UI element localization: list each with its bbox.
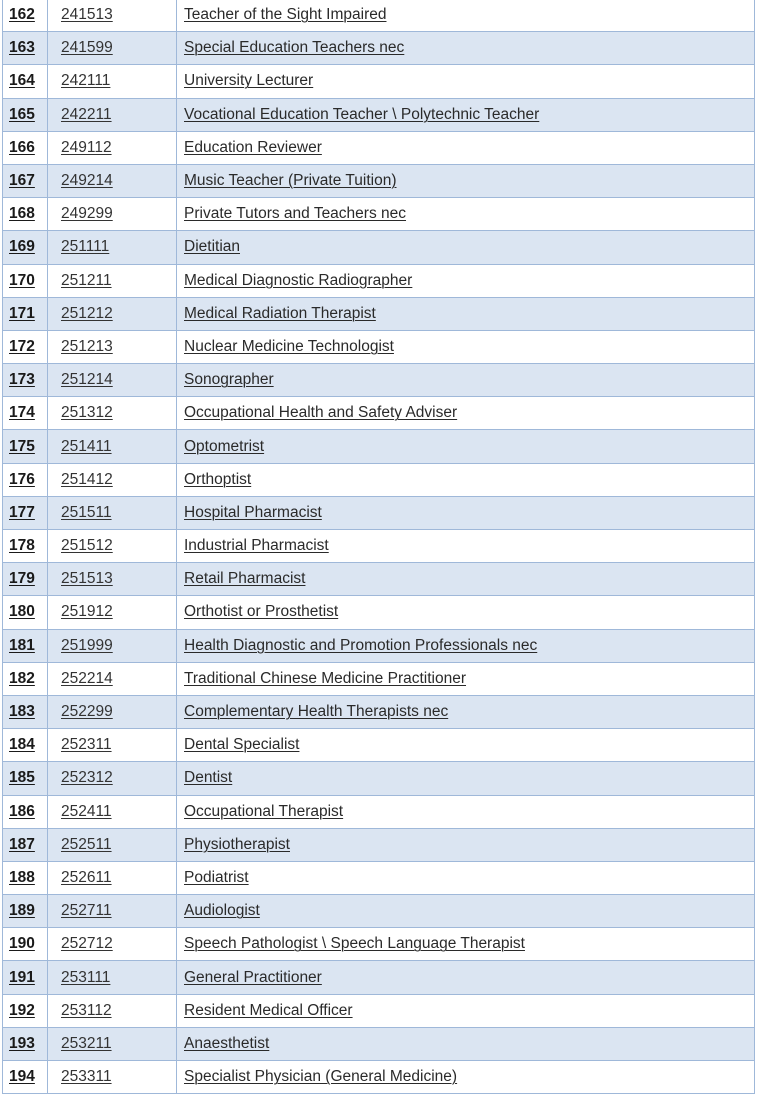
occupation-code: 251111 (48, 231, 177, 264)
table-row (3, 762, 755, 795)
row-number: 184 (3, 729, 48, 762)
row-number: 181 (3, 629, 48, 662)
row-number: 162 (3, 0, 48, 32)
occupation-code: 252214 (48, 662, 177, 695)
table-row (3, 828, 755, 861)
row-number: 167 (3, 164, 48, 197)
occupation-name: Anaesthetist (177, 1027, 755, 1060)
row-number: 177 (3, 496, 48, 529)
occupation-name: Hospital Pharmacist (177, 496, 755, 529)
row-number: 178 (3, 530, 48, 563)
occupation-name: Health Diagnostic and Promotion Professionals nec (177, 629, 755, 662)
occupation-code: 251213 (48, 330, 177, 363)
occupation-name: Complementary Health Therapists nec (177, 695, 755, 728)
occupation-code: 252611 (48, 861, 177, 894)
occupation-code: 251412 (48, 463, 177, 496)
occupation-code: 251511 (48, 496, 177, 529)
occupation-name: Orthotist or Prosthetist (177, 596, 755, 629)
occupation-code: 252311 (48, 729, 177, 762)
row-number: 179 (3, 563, 48, 596)
row-number: 186 (3, 795, 48, 828)
occupation-name: Occupational Health and Safety Adviser (177, 397, 755, 430)
table-row (3, 530, 755, 563)
occupation-name: Vocational Education Teacher \ Polytechnic Teacher (177, 98, 755, 131)
occupation-code: 249112 (48, 131, 177, 164)
table-row (3, 961, 755, 994)
table-row (3, 264, 755, 297)
occupation-name: Private Tutors and Teachers nec (177, 198, 755, 231)
occupation-name: Resident Medical Officer (177, 994, 755, 1027)
occupation-name: Speech Pathologist \ Speech Language Therapist (177, 928, 755, 961)
occupation-name: Dentist (177, 762, 755, 795)
row-number: 189 (3, 895, 48, 928)
table-row (3, 795, 755, 828)
row-number: 194 (3, 1061, 48, 1094)
occupation-code: 242111 (48, 65, 177, 98)
occupation-code: 253311 (48, 1061, 177, 1094)
row-number: 176 (3, 463, 48, 496)
occupation-code: 252299 (48, 695, 177, 728)
occupation-code: 252312 (48, 762, 177, 795)
table-row (3, 0, 755, 32)
row-number: 171 (3, 297, 48, 330)
occupation-name: Orthoptist (177, 463, 755, 496)
row-number: 173 (3, 364, 48, 397)
occupation-code: 251912 (48, 596, 177, 629)
row-number: 190 (3, 928, 48, 961)
occupation-name: Nuclear Medicine Technologist (177, 330, 755, 363)
table-row (3, 65, 755, 98)
table-row (3, 397, 755, 430)
row-number: 188 (3, 861, 48, 894)
row-number: 174 (3, 397, 48, 430)
occupation-code: 253112 (48, 994, 177, 1027)
row-number: 164 (3, 65, 48, 98)
occupation-code: 251312 (48, 397, 177, 430)
table-row (3, 1027, 755, 1060)
occupation-name: Industrial Pharmacist (177, 530, 755, 563)
occupation-code: 253111 (48, 961, 177, 994)
row-number: 180 (3, 596, 48, 629)
occupation-name: Medical Radiation Therapist (177, 297, 755, 330)
occupation-name: Dietitian (177, 231, 755, 264)
occupation-name: Special Education Teachers nec (177, 32, 755, 65)
occupation-code: 251999 (48, 629, 177, 662)
occupation-name: University Lecturer (177, 65, 755, 98)
table-row (3, 662, 755, 695)
occupation-code: 251214 (48, 364, 177, 397)
occupation-code: 251212 (48, 297, 177, 330)
table-row (3, 364, 755, 397)
row-number: 185 (3, 762, 48, 795)
occupation-name: Specialist Physician (General Medicine) (177, 1061, 755, 1094)
table-row (3, 32, 755, 65)
table-row (3, 629, 755, 662)
table-row (3, 198, 755, 231)
table-row (3, 596, 755, 629)
row-number: 169 (3, 231, 48, 264)
table-row (3, 330, 755, 363)
row-number: 166 (3, 131, 48, 164)
occupation-name: Teacher of the Sight Impaired (177, 0, 755, 32)
table-row (3, 463, 755, 496)
occupation-name: Dental Specialist (177, 729, 755, 762)
occupation-code: 251513 (48, 563, 177, 596)
row-number: 187 (3, 828, 48, 861)
occupation-name: Traditional Chinese Medicine Practitioner (177, 662, 755, 695)
row-number: 192 (3, 994, 48, 1027)
occupation-name: Optometrist (177, 430, 755, 463)
occupation-name: Podiatrist (177, 861, 755, 894)
table-row (3, 563, 755, 596)
occupation-name: Medical Diagnostic Radiographer (177, 264, 755, 297)
occupation-code: 253211 (48, 1027, 177, 1060)
table-row (3, 895, 755, 928)
table-row (3, 164, 755, 197)
occupation-table (2, 0, 755, 1094)
table-row (3, 131, 755, 164)
occupation-code: 252411 (48, 795, 177, 828)
occupation-code: 241599 (48, 32, 177, 65)
table-row (3, 861, 755, 894)
occupation-code: 251211 (48, 264, 177, 297)
table-row (3, 231, 755, 264)
row-number: 170 (3, 264, 48, 297)
occupation-name: Education Reviewer (177, 131, 755, 164)
table-row (3, 994, 755, 1027)
occupation-code: 249299 (48, 198, 177, 231)
table-row (3, 928, 755, 961)
row-number: 182 (3, 662, 48, 695)
row-number: 191 (3, 961, 48, 994)
row-number: 175 (3, 430, 48, 463)
occupation-code: 251411 (48, 430, 177, 463)
occupation-code: 252711 (48, 895, 177, 928)
row-number: 193 (3, 1027, 48, 1060)
table-row (3, 297, 755, 330)
occupation-code: 252511 (48, 828, 177, 861)
table-row (3, 729, 755, 762)
table-row (3, 496, 755, 529)
occupation-name: Occupational Therapist (177, 795, 755, 828)
occupation-name: Physiotherapist (177, 828, 755, 861)
table-row (3, 98, 755, 131)
occupation-code: 252712 (48, 928, 177, 961)
row-number: 168 (3, 198, 48, 231)
row-number: 163 (3, 32, 48, 65)
row-number: 172 (3, 330, 48, 363)
row-number: 165 (3, 98, 48, 131)
occupation-code: 249214 (48, 164, 177, 197)
table-row (3, 430, 755, 463)
table-row (3, 1061, 755, 1094)
occupation-name: Retail Pharmacist (177, 563, 755, 596)
occupation-code: 242211 (48, 98, 177, 131)
occupation-table-body (3, 0, 755, 1094)
occupation-code: 241513 (48, 0, 177, 32)
row-number: 183 (3, 695, 48, 728)
occupation-name: Sonographer (177, 364, 755, 397)
table-row (3, 695, 755, 728)
occupation-name: Music Teacher (Private Tuition) (177, 164, 755, 197)
occupation-name: Audiologist (177, 895, 755, 928)
occupation-name: General Practitioner (177, 961, 755, 994)
occupation-code: 251512 (48, 530, 177, 563)
